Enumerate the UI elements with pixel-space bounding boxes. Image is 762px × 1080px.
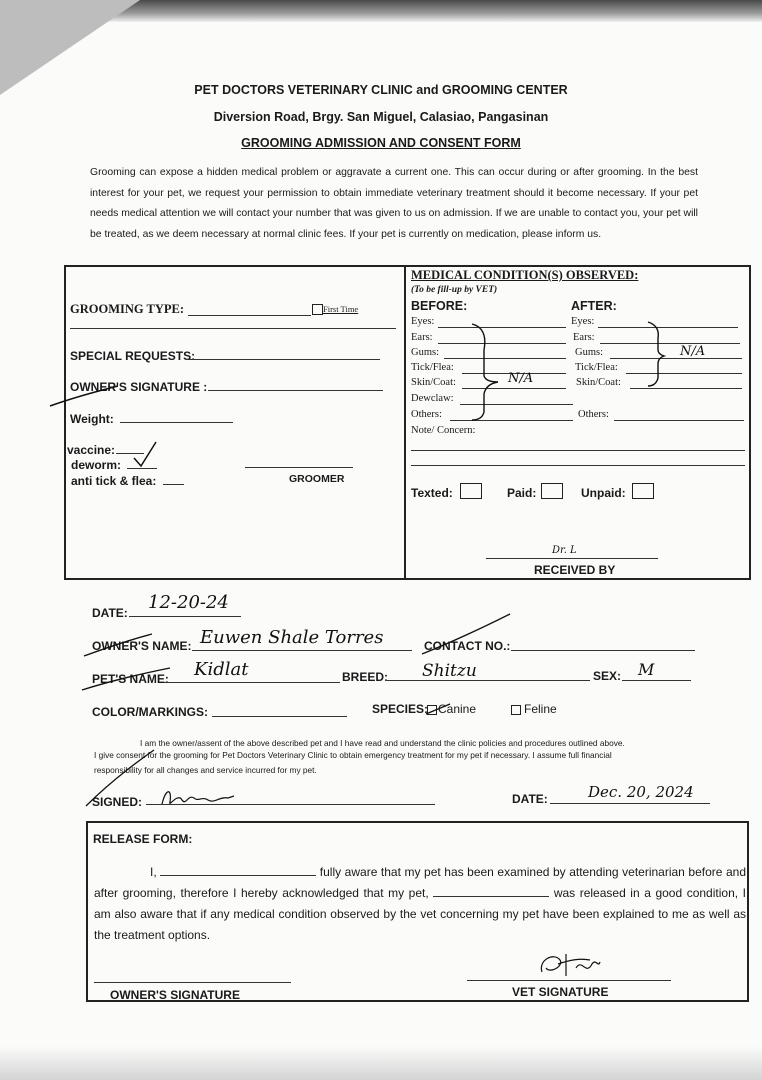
unpaid-label: Unpaid: bbox=[581, 486, 626, 500]
clinic-name: PET DOCTORS VETERINARY CLINIC and GROOMING CENTER bbox=[194, 83, 568, 97]
consent-line-2: I give consent for the grooming for Pet Doctors Veterinary Clinic to obtain emergency treatment for my pet if necessary. I assume full financial bbox=[94, 750, 612, 760]
pet-strike-mark bbox=[80, 664, 200, 694]
release-paragraph bbox=[94, 862, 746, 946]
date-value: 12-20-24 bbox=[148, 592, 229, 613]
before-eyes-label: Eyes: bbox=[411, 316, 435, 327]
clinic-address: Diversion Road, Brgy. San Miguel, Calasiao, Pangasinan bbox=[213, 110, 549, 124]
before-others-label: Others: bbox=[411, 409, 442, 420]
after-ears-field[interactable] bbox=[600, 343, 740, 344]
after-tickflea-label: Tick/Flea: bbox=[575, 362, 618, 373]
weight-label: Weight: bbox=[70, 412, 114, 426]
owner-name-label: OWNER'S NAME: bbox=[92, 639, 192, 653]
first-time-checkbox[interactable] bbox=[312, 304, 323, 315]
note-concern-line-1[interactable] bbox=[411, 450, 745, 451]
intro-paragraph: Grooming can expose a hidden medical problem or aggravate a current one. This can occur during or after grooming. In the best interest for your pet, we request your permission to obtain immediate veterinary treatment should it become necessary. If your pet needs medical attention we will contact your number that was given to us on admission. If we are unable to contact you, your pet will be treated, as we deem necessary at normal clinic fees. If your pet is currently on medication, please inform us. bbox=[90, 167, 698, 240]
breed-label: BREED: bbox=[342, 670, 389, 684]
after-skincoat-label: Skin/Coat: bbox=[576, 377, 621, 388]
groomer-signature-line[interactable] bbox=[245, 467, 353, 468]
release-vet-signature-label: VET SIGNATURE bbox=[512, 985, 609, 999]
form-title: GROOMING ADMISSION AND CONSENT FORM bbox=[241, 136, 521, 150]
medical-title: MEDICAL CONDITION(S) OBSERVED: bbox=[411, 268, 639, 282]
before-na-value: N/A bbox=[508, 371, 534, 386]
after-gums-label: Gums: bbox=[575, 347, 604, 358]
owner-strike-marks bbox=[82, 612, 522, 660]
release-vet-signature-line[interactable] bbox=[467, 980, 671, 981]
before-bracket-mark bbox=[468, 320, 508, 424]
feline-checkbox[interactable] bbox=[511, 705, 521, 715]
groomer-label: GROOMER bbox=[289, 473, 345, 485]
before-dewclaw-label: Dewclaw: bbox=[411, 393, 454, 404]
strikethrough-mark bbox=[48, 384, 120, 410]
unpaid-checkbox[interactable] bbox=[632, 483, 654, 499]
release-title: RELEASE FORM: bbox=[93, 832, 193, 846]
anti-tick-field[interactable] bbox=[163, 484, 184, 485]
contact-field[interactable] bbox=[511, 650, 695, 651]
before-tickflea-label: Tick/Flea: bbox=[411, 362, 454, 373]
texted-checkbox[interactable] bbox=[460, 483, 482, 499]
paid-label: Paid: bbox=[507, 486, 537, 500]
release-text-a: fully aware that my pet has been examined by attending veterinarian before and after grooming, therefore I hereby acknowledged that my pet, bbox=[94, 865, 746, 900]
feline-label: Feline bbox=[524, 702, 557, 716]
owner-name-value: Euwen Shale Torres bbox=[200, 627, 384, 648]
consent-line-3: responsibility for all changes and service incurred for my pet. bbox=[94, 765, 317, 775]
after-others-label: Others: bbox=[578, 409, 609, 420]
received-by-label: RECEIVED BY bbox=[534, 563, 616, 577]
before-ears-label: Ears: bbox=[411, 332, 433, 343]
box-divider bbox=[404, 265, 406, 580]
grooming-type-field[interactable] bbox=[188, 315, 311, 316]
consent-date-value: Dec. 20, 2024 bbox=[588, 783, 694, 801]
after-ears-label: Ears: bbox=[573, 332, 595, 343]
pet-name-value: Kidlat bbox=[194, 659, 249, 680]
pet-name-label: PET'S NAME: bbox=[92, 672, 169, 686]
after-bracket-mark bbox=[626, 320, 666, 390]
species-label: SPECIES: bbox=[372, 702, 429, 716]
folded-corner bbox=[0, 0, 140, 95]
color-markings-field[interactable] bbox=[212, 716, 347, 717]
grooming-type-extra-line[interactable] bbox=[70, 328, 396, 329]
before-label: BEFORE: bbox=[411, 299, 468, 313]
paid-checkbox[interactable] bbox=[541, 483, 563, 499]
texted-label: Texted: bbox=[411, 486, 453, 500]
after-na-value: N/A bbox=[680, 344, 706, 359]
owners-signature-field[interactable] bbox=[208, 390, 383, 391]
special-requests-field[interactable] bbox=[186, 359, 380, 360]
after-eyes-label: Eyes: bbox=[571, 316, 595, 327]
canine-label: Canine bbox=[438, 702, 477, 716]
sex-label: SEX: bbox=[593, 669, 622, 683]
deworm-check-mark bbox=[132, 440, 158, 470]
consent-line-1: I am the owner/assent of the above described pet and I have read and understand the clinic policies and procedures outlined above. bbox=[140, 738, 625, 748]
anti-tick-label: anti tick & flea: bbox=[71, 474, 157, 488]
signed-label: SIGNED: bbox=[92, 795, 143, 809]
before-gums-label: Gums: bbox=[411, 347, 440, 358]
color-markings-label: COLOR/MARKINGS: bbox=[92, 705, 208, 719]
after-others-field[interactable] bbox=[614, 420, 744, 421]
before-skincoat-label: Skin/Coat: bbox=[411, 377, 456, 388]
date-label: DATE: bbox=[92, 606, 128, 620]
release-owner-signature-label: OWNER'S SIGNATURE bbox=[110, 988, 240, 1002]
sex-field[interactable] bbox=[622, 680, 691, 681]
release-pet-field[interactable] bbox=[433, 886, 549, 897]
note-concern-line-2[interactable] bbox=[411, 465, 745, 466]
breed-value: Shitzu bbox=[422, 661, 477, 681]
contact-label: CONTACT NO.: bbox=[424, 639, 511, 653]
weight-field[interactable] bbox=[120, 422, 233, 423]
release-owner-field[interactable] bbox=[160, 865, 316, 876]
note-concern-label: Note/ Concern: bbox=[411, 425, 476, 436]
scan-bottom-edge bbox=[0, 1046, 762, 1080]
owners-signature-label: OWNER'S SIGNATURE : bbox=[70, 380, 208, 394]
after-eyes-field[interactable] bbox=[598, 327, 738, 328]
deworm-label: deworm: bbox=[71, 458, 122, 472]
release-owner-signature-line[interactable] bbox=[94, 982, 291, 983]
vet-signature-scribble bbox=[536, 950, 602, 980]
grooming-type-label: GROOMING TYPE: bbox=[70, 302, 185, 316]
after-label: AFTER: bbox=[571, 299, 617, 313]
medical-subtitle: (To be fill-up by VET) bbox=[411, 285, 498, 295]
owner-signature-scribble bbox=[158, 786, 238, 810]
first-time-label: First Time bbox=[323, 304, 359, 314]
received-by-signature: Dr. L bbox=[552, 545, 577, 556]
consent-date-label: DATE: bbox=[512, 792, 548, 806]
consent-date-field[interactable] bbox=[550, 803, 710, 804]
vaccine-label: vaccine: bbox=[67, 443, 116, 457]
received-by-line[interactable] bbox=[486, 558, 658, 559]
special-requests-label: SPECIAL REQUESTS: bbox=[70, 349, 196, 363]
sex-value: M bbox=[638, 660, 655, 679]
release-i: I, bbox=[150, 865, 157, 879]
breed-field[interactable] bbox=[387, 680, 590, 681]
release-text-b: was released in a good condition, I am also aware that if any medical condition observed by the vet concerning my pet have been explained to me as well as the treatment options. bbox=[94, 886, 746, 942]
